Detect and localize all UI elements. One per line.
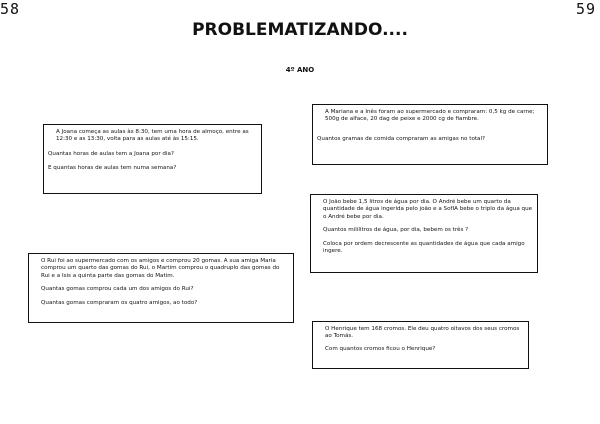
- problem-statement: O Rui foi ao supermercado com os amigos e comprou 20 gomas. A sua amiga Maria comprou um quarto das gomas do Rui, o Martim comprou o quadruplo das gomas do Rui e a Isis a quinta parte das gomas do Matim.: [41, 258, 280, 279]
- problem-statement: A Joana começa as aulas às 8:30, tem uma hora de almoço, entre as 12:30 e as 13:30, volta para as aulas até às 15:15.: [56, 129, 249, 143]
- problem-question: Quantos mililitros de água, por dia, bebem os três ?: [323, 227, 469, 234]
- problem-statement: A Mariana e a Inês foram ao supermercado e compraram: 0,5 kg de carne; 500g de alface, 20 dag de peixe e 2000 cg de fiambre.: [325, 109, 535, 123]
- problem-box-rui: [28, 253, 294, 323]
- page-title: PROBLEMATIZANDO....: [192, 20, 408, 40]
- problem-box-joao: [310, 194, 538, 273]
- page-subtitle: 4º ANO: [285, 66, 315, 74]
- problem-question: Coloca por ordem decrescente as quantidades de água que cada amigo ingere.: [323, 240, 525, 255]
- page-number-right: 59: [575, 0, 596, 18]
- problem-box-henrique: [312, 321, 529, 369]
- problem-question: Com quantos cromos ficou o Henrique?: [325, 345, 436, 352]
- problem-question: Quantas gomas comprou cada um dos amigos do Rui?: [41, 286, 194, 293]
- page-number-left: 58: [0, 0, 21, 18]
- problem-question: Quantas gomas compraram os quatro amigos, ao todo?: [41, 299, 198, 306]
- problem-question: Quantos gramas de comida compraram as amigas no total?: [317, 135, 486, 142]
- problem-box-mariana: [312, 104, 548, 165]
- problem-statement: O Henrique tem 168 cromos. Ele deu quatro oitavos dos seus cromos ao Tomás.: [325, 326, 520, 340]
- problem-question: Quantas horas de aulas tem a Joana por dia?: [48, 150, 174, 157]
- problem-question: E quantas horas de aulas tem numa semana?: [48, 165, 177, 172]
- problem-statement: O João bebe 1,5 litros de água por dia. O André bebe um quarto da quantidade de água ingerida pelo joão e a SofIA bebe o triplo da água que o André bebe por dia.: [323, 199, 533, 220]
- problem-box-joana: [43, 124, 262, 194]
